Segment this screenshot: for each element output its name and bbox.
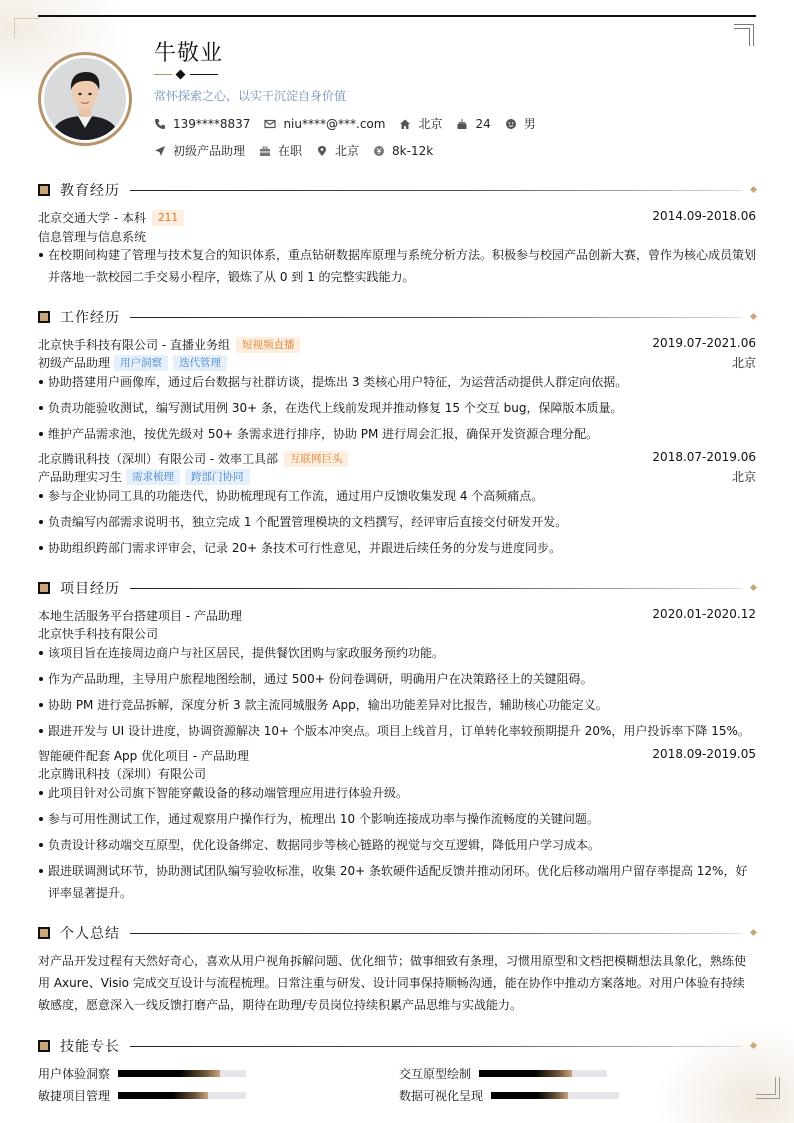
skill-bar xyxy=(118,1070,246,1077)
money-icon xyxy=(373,145,385,157)
corner-frame-top-right-inner xyxy=(734,28,750,46)
target-position: 初级产品助理 xyxy=(173,144,246,158)
section-work xyxy=(38,308,756,324)
send-icon xyxy=(154,145,166,157)
education-dates: 2014.09-2018.06 xyxy=(652,209,756,223)
skill-name: 敏捷项目管理 xyxy=(38,1089,111,1103)
salary-item xyxy=(373,144,433,158)
gender-icon xyxy=(505,118,517,130)
skill-bar xyxy=(479,1070,607,1077)
gender-item xyxy=(505,115,536,132)
work-city: 北京 xyxy=(731,356,756,370)
skill-bar-fill xyxy=(118,1092,208,1099)
skill-name: 数据可视化呈现 xyxy=(399,1089,484,1103)
work-bullet: 负责编写内部需求说明书，独立完成 1 个配置管理模块的文档撰写，经评审后直接交付研发开发。 xyxy=(38,511,756,533)
work-city: 北京 xyxy=(731,470,756,484)
avatar-photo xyxy=(44,58,126,140)
school-tag: 211 xyxy=(152,210,184,226)
project-name: 本地生活服务平台搭建项目 - 产品助理 xyxy=(38,609,242,623)
skill-tag: 跨部门协同 xyxy=(185,469,250,485)
project-bullet: 作为产品助理，主导用户旅程地图绘制，通过 500+ 份问卷调研，明确用户在决策路径上的关键阻碍。 xyxy=(38,668,756,690)
phone-icon xyxy=(154,118,166,130)
skill-bar-fill xyxy=(479,1070,572,1077)
education-school-line xyxy=(38,209,756,226)
mail-icon xyxy=(264,118,276,130)
phone-number: 139****8837 xyxy=(173,116,251,131)
project-dates: 2018.09-2019.05 xyxy=(652,747,756,761)
education-bullet: 在校期间构建了管理与技术复合的知识体系，重点钻研数据库原理与系统分析方法。积极参与校园产品创新大赛，曾作为核心成员策划并落地一款校园二手交易小程序，锻炼了从 0 到 1 的完整实践能力。 xyxy=(38,244,756,288)
section-projects xyxy=(38,579,756,595)
project-name-line xyxy=(38,607,756,624)
age-item xyxy=(456,117,490,131)
project-bullet: 此项目针对公司旗下智能穿戴设备的移动端管理应用进行体验升级。 xyxy=(38,782,756,804)
corner-frame-top-left xyxy=(14,18,40,38)
section-title: 技能专长 xyxy=(60,1039,120,1055)
summary-text: 对产品开发过程有天然好奇心，喜欢从用户视角拆解问题、优化细节；做事细致有条理，习惯用原型和文档把模糊想法具象化，熟练使用 Axure、Visio 完成交互设计与流程梳理。日常注重与研发、设计同事保持顺畅沟通，能在协作中推动方案落地。对用户体验有持续敏感度，愿意深入一线反馈打磨产品，期待在助理/专员岗位持续积累产品思维与实战能力。 xyxy=(38,954,747,1012)
project-company: 北京快手科技有限公司 xyxy=(38,627,159,641)
status-item xyxy=(259,142,302,159)
name-ornament xyxy=(154,70,218,80)
project-name-line xyxy=(38,747,756,764)
target-city-item xyxy=(316,142,359,159)
target-city: 北京 xyxy=(335,144,360,158)
phone-item xyxy=(154,117,250,131)
work-company: 北京腾讯科技（深圳）有限公司 - 效率工具部 xyxy=(38,452,278,466)
skill-bar xyxy=(118,1092,246,1099)
email-item xyxy=(264,117,385,131)
contact-row xyxy=(154,115,550,132)
skill-tag: 用户洞察 xyxy=(114,355,168,371)
section-education xyxy=(38,181,756,197)
work-bullet: 参与企业协同工具的功能迭代，协助梳理现有工作流，通过用户反馈收集发现 4 个高频痛点。 xyxy=(38,485,756,507)
birthday-cake-icon xyxy=(456,118,468,130)
work-dates: 2018.07-2019.06 xyxy=(652,450,756,464)
skill-tag: 需求梳理 xyxy=(126,469,180,485)
section-summary xyxy=(38,924,756,940)
avatar xyxy=(38,52,132,146)
skill-name: 用户体验洞察 xyxy=(38,1067,111,1081)
skill-bar xyxy=(491,1092,619,1099)
work-dates: 2019.07-2021.06 xyxy=(652,336,756,350)
corner-frame-bottom-right-inner xyxy=(756,1077,776,1095)
work-tag: 短视频直播 xyxy=(236,337,301,353)
section-skills xyxy=(38,1037,756,1053)
skill-name: 交互原型绘制 xyxy=(399,1067,472,1081)
age: 24 xyxy=(475,116,491,131)
motto: 常怀探索之心，以实干沉淀自身价值 xyxy=(154,89,347,103)
project-bullet: 该项目旨在连接周边商户与社区居民，提供餐饮团购与家政服务预约功能。 xyxy=(38,642,756,664)
major: 信息管理与信息系统 xyxy=(38,230,147,244)
work-role: 初级产品助理 xyxy=(38,356,111,370)
section-title: 教育经历 xyxy=(60,183,120,199)
city: 北京 xyxy=(418,117,443,131)
skill-tag: 迭代管理 xyxy=(173,355,227,371)
home-icon xyxy=(399,118,411,130)
location-pin-icon xyxy=(316,145,328,157)
project-name: 智能硬件配套 App 优化项目 - 产品助理 xyxy=(38,749,250,763)
project-company: 北京腾讯科技（深圳）有限公司 xyxy=(38,767,207,781)
work-role-line xyxy=(38,468,756,485)
work-bullet: 协助搭建用户画像库，通过后台数据与社群访谈，提炼出 3 类核心用户特征，为运营活动提供人群定向依据。 xyxy=(38,371,756,393)
work-role-line xyxy=(38,354,756,371)
work-company-line xyxy=(38,450,756,467)
target-position-item xyxy=(154,142,245,159)
work-company-line xyxy=(38,336,756,353)
expected-salary: 8k-12k xyxy=(392,143,434,158)
work-tag: 互联网巨头 xyxy=(284,451,349,467)
work-bullet: 协助组织跨部门需求评审会，记录 20+ 条技术可行性意见，并跟进后续任务的分发与进度同步。 xyxy=(38,537,756,559)
gender: 男 xyxy=(523,117,536,131)
section-title: 项目经历 xyxy=(60,581,120,597)
work-bullet: 负责功能验收测试，编写测试用例 30+ 条，在迭代上线前发现并推动修复 15 个交互 bug，保障版本质量。 xyxy=(38,397,756,419)
school-name: 北京交通大学 - 本科 xyxy=(38,211,146,225)
project-bullet: 跟进开发与 UI 设计进度，协调资源解决 10+ 个版本冲突点。项目上线首月，订单转化率较预期提升 20%，用户投诉率下降 15%。 xyxy=(38,720,756,742)
briefcase-icon xyxy=(259,145,271,157)
work-company: 北京快手科技有限公司 - 直播业务组 xyxy=(38,338,230,352)
project-dates: 2020.01-2020.12 xyxy=(652,607,756,621)
job-intent-row xyxy=(154,142,447,159)
top-rule xyxy=(38,15,756,17)
candidate-name: 牛敬业 xyxy=(154,41,224,66)
project-bullet: 协助 PM 进行竞品拆解，深度分析 3 款主流同城服务 App，输出功能差异对比报告，辅助核心功能定义。 xyxy=(38,694,756,716)
section-title: 工作经历 xyxy=(60,310,120,326)
section-title: 个人总结 xyxy=(60,926,120,942)
project-bullet: 跟进联调测试环节，协助测试团队编写验收标准，收集 20+ 条软硬件适配反馈并推动闭环。优化后移动端用户留存率提高 12%，好评率显著提升。 xyxy=(38,860,756,904)
skill-bar-fill xyxy=(491,1092,568,1099)
work-role: 产品助理实习生 xyxy=(38,470,123,484)
resume-header xyxy=(38,41,756,162)
email-address: niu****@***.com xyxy=(283,116,386,131)
skill-bar-fill xyxy=(118,1070,220,1077)
work-bullet: 维护产品需求池，按优先级对 50+ 条需求进行排序，协助 PM 进行周会汇报，确保开发资源合理分配。 xyxy=(38,423,756,445)
employment-status: 在职 xyxy=(278,144,303,158)
project-bullet: 参与可用性测试工作，通过观察用户操作行为，梳理出 10 个影响连接成功率与操作流畅度的关键问题。 xyxy=(38,808,756,830)
project-bullet: 负责设计移动端交互原型，优化设备绑定、数据同步等核心链路的视觉与交互逻辑，降低用户学习成本。 xyxy=(38,834,756,856)
city-item xyxy=(399,115,442,132)
